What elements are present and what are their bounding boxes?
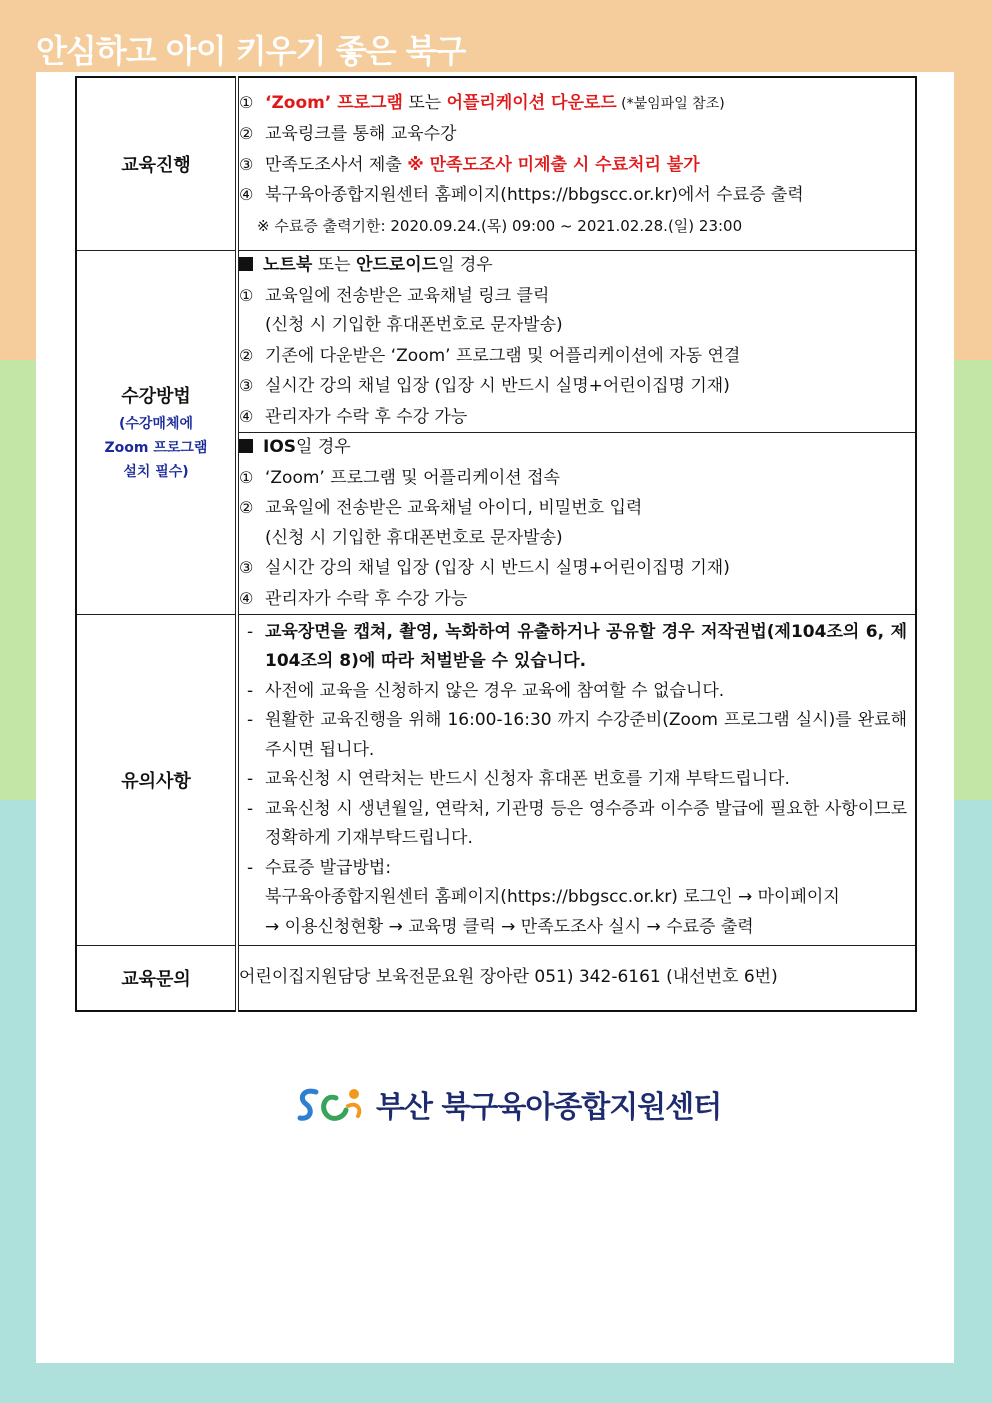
issue-method-line: 북구육아종합지원센터 홈페이지(https://bbgscc.or.kr) 로그인 → 마이페이지 (265, 887, 840, 908)
ios-item-text: 관리자가 수락 후 수강 가능 (265, 588, 468, 609)
ios-item (239, 584, 915, 615)
info-table (75, 76, 917, 1012)
heading-text: 일 경우 (296, 437, 351, 457)
progress-item-text: (*붙임파일 참조) (616, 95, 725, 112)
progress-warning: ※ 만족도조사 미제출 시 수료처리 불가 (407, 154, 700, 175)
square-bullet-icon (239, 257, 253, 271)
inquiry-text: 어린이집지원담당 보육전문요원 장아란 051) 342-6161 (내선번호 6번) (239, 967, 778, 988)
progress-item-text: 교육링크를 통해 교육수강 (265, 124, 457, 144)
caution-item: - 원활한 교육진행을 위해 16:00-16:30 까지 수강준비(Zoom 프로그램 실시)를 완료해 주시면 됩니다. (247, 706, 907, 765)
ios-item (239, 463, 915, 494)
progress-item (239, 180, 915, 211)
ios-item-text: ‘Zoom’ 프로그램 및 어플리케이션 접속 (265, 467, 560, 488)
android-item (239, 341, 915, 372)
ios-heading (239, 433, 915, 463)
progress-item-text: 만족도조사서 제출 (265, 154, 408, 175)
document-page (36, 72, 954, 1363)
caution-item-text: 교육신청 시 생년월일, 연락처, 기관명 등은 영수증과 이수증 발급에 필요한 사항이므로 정확하게 기재부탁드립니다. (265, 798, 907, 849)
android-item-text: 실시간 강의 채널 입장 (입장 시 반드시 실명+어린이집명 기재) (265, 376, 730, 396)
step-number: ④ (239, 185, 254, 204)
caution-content (237, 615, 916, 946)
step-number: ② (239, 345, 254, 365)
step-number: ① (239, 467, 254, 487)
method-sublabel (77, 412, 235, 484)
caution-item: - 수료증 발급방법: (247, 854, 907, 884)
caution-item-text: 교육신청 시 연락처는 반드시 신청자 휴대폰 번호를 기재 부탁드립니다. (265, 769, 790, 790)
heading-text: IOS (263, 437, 297, 457)
android-item (239, 281, 915, 312)
progress-item (239, 88, 915, 120)
ios-item-text: 실시간 강의 채널 입장 (입장 시 반드시 실명+어린이집명 기재) (265, 558, 730, 578)
center-logo-text: 부산 북구육아종합지원센터 (376, 1090, 722, 1125)
step-number: ② (239, 124, 254, 143)
certificate-deadline-note: ※ 수료증 출력기한: 2020.09.24.(목) 09:00 ~ 2021.02.28.(일) 23:00 (257, 216, 743, 235)
inquiry-label: 교육문의 (76, 946, 237, 1012)
method-sublabel-line: Zoom 프로그램 (104, 439, 208, 456)
ios-item-text: 교육일에 전송받은 교육채널 아이디, 비밀번호 입력 (265, 498, 643, 518)
method-label: 수강방법 (121, 385, 191, 407)
square-bullet-icon (239, 439, 253, 453)
center-logo-icon (296, 1084, 368, 1124)
step-number: ③ (239, 154, 254, 174)
center-logo (296, 1082, 721, 1126)
caution-item-text: 수료증 발급방법: (265, 857, 392, 878)
ios-item-text: (신청 시 기입한 휴대폰번호로 문자발송) (265, 527, 563, 548)
method-label-cell (76, 251, 237, 615)
caution-item: - 교육신청 시 연락처는 반드시 신청자 휴대폰 번호를 기재 부탁드립니다. (247, 765, 907, 795)
caution-item-text: 원활한 교육진행을 위해 16:00-16:30 까지 수강준비(Zoom 프로그램 실시)를 완료해 주시면 됩니다. (265, 710, 907, 760)
android-item-text: 관리자가 수락 후 수강 가능 (265, 406, 468, 427)
step-number: ① (239, 285, 254, 305)
android-item (239, 402, 915, 433)
step-number: ④ (239, 406, 254, 426)
ios-item (239, 493, 915, 524)
heading-text: 일 경우 (438, 255, 493, 275)
progress-item-text: ‘Zoom’ 프로그램 (265, 92, 403, 113)
ios-item (239, 524, 915, 554)
heading-text: 또는 (312, 255, 356, 275)
ios-item (239, 553, 915, 584)
table-row-progress (76, 77, 916, 251)
progress-label: 교육진행 (76, 77, 237, 251)
caution-item-text: 사전에 교육을 신청하지 않은 경우 교육에 참여할 수 없습니다. (265, 680, 725, 701)
issue-method-line: → 이용신청현황 → 교육명 클릭 → 만족도조사 실시 → 수료증 출력 (265, 916, 754, 937)
caution-item: - 교육신청 시 생년월일, 연락처, 기관명 등은 영수증과 이수증 발급에 필요한 사항이므로 정확하게 기재부탁드립니다. (247, 795, 907, 854)
android-item-text: 기존에 다운받은 ‘Zoom’ 프로그램 및 어플리케이션에 자동 연결 (265, 345, 741, 366)
caution-item: - 사전에 교육을 신청하지 않은 경우 교육에 참여할 수 없습니다. (247, 677, 907, 707)
heading-text: 노트북 (263, 255, 313, 275)
method-sublabel-line: (수강매체에 (118, 415, 194, 432)
progress-item-text: 또는 (402, 92, 447, 113)
header-title: 안심하고 아이 키우기 좋은 북구 (36, 32, 466, 70)
table-row-method-android (76, 251, 916, 433)
caution-item-text: 교육장면을 캡쳐, 촬영, 녹화하여 유출하거나 공유할 경우 저작권법(제104조의 6, 제104조의 8)에 따라 처벌받을 수 있습니다. (265, 621, 907, 672)
table-row-inquiry (76, 946, 916, 1012)
step-number: ③ (239, 376, 254, 395)
method-sublabel-line: 설치 필수) (123, 463, 189, 480)
caution-item: - 교육장면을 캡쳐, 촬영, 녹화하여 유출하거나 공유할 경우 저작권법(제104조의 6, 제104조의 8)에 따라 처벌받을 수 있습니다. (247, 618, 907, 677)
table-row-caution (76, 615, 916, 946)
ios-content (237, 433, 916, 615)
progress-content (237, 77, 916, 251)
android-content (237, 251, 916, 433)
progress-item (239, 150, 915, 181)
step-number: ③ (239, 558, 254, 577)
android-item (239, 371, 915, 402)
inquiry-content (237, 946, 916, 1012)
step-number: ④ (239, 588, 254, 608)
progress-item-text: 어플리케이션 다운로드 (446, 92, 617, 113)
android-item-text: (신청 시 기입한 휴대폰번호로 문자발송) (265, 315, 563, 335)
android-heading (239, 251, 915, 281)
progress-item-text: 북구육아종합지원센터 홈페이지(https://bbgscc.or.kr)에서 수료증 출력 (265, 185, 804, 205)
heading-text: 안드로이드 (355, 255, 439, 275)
progress-item (239, 119, 915, 150)
android-item (239, 311, 915, 341)
android-item-text: 교육일에 전송받은 교육채널 링크 클릭 (265, 285, 550, 306)
step-number: ② (239, 498, 254, 517)
step-number: ① (239, 92, 254, 112)
caution-label: 유의사항 (76, 615, 237, 946)
